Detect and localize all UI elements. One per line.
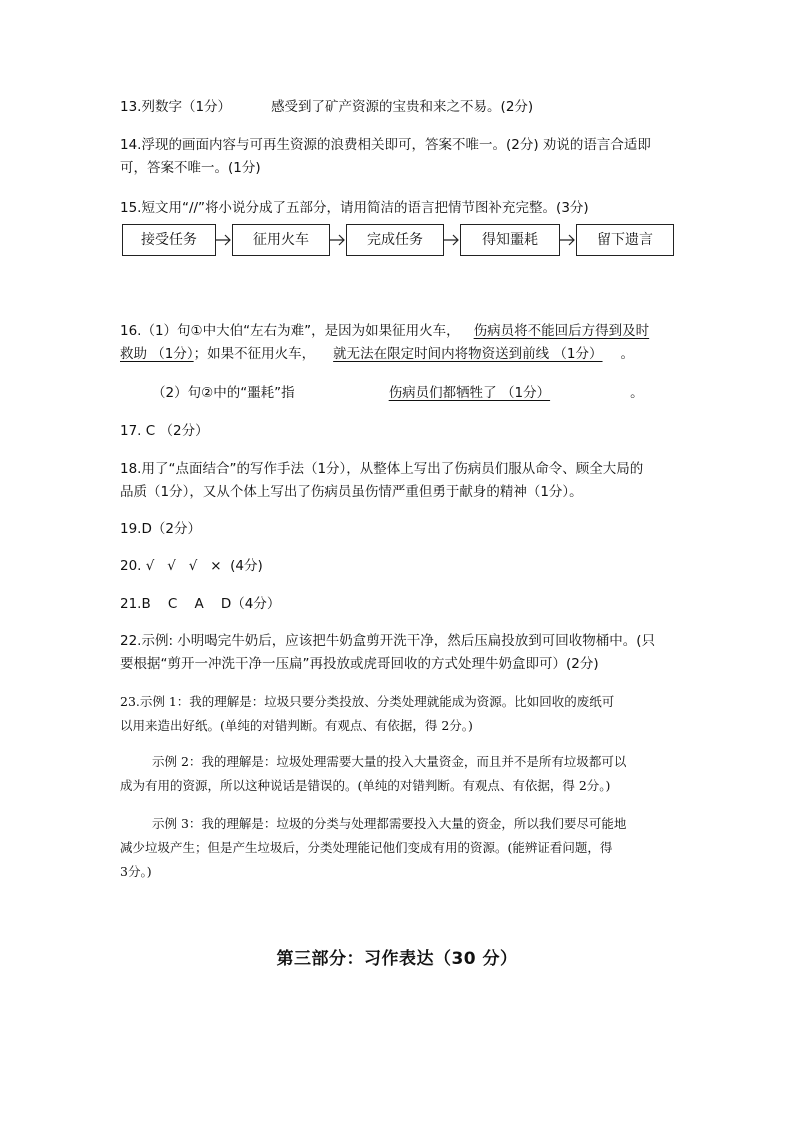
answer-16-mid: ；如果不征用火车，: [193, 346, 316, 362]
answer-22-line-1: 22.示例: 小明喝完牛奶后，应该把牛奶盒剪开洗干净，然后压扁投放到可回收物桶中。(只: [120, 633, 656, 649]
answer-16-blank-a: 伤病员将不能回后方得到及时: [473, 323, 650, 339]
answer-16-2-prefix: （2）句②中的“噩耗”指: [152, 385, 295, 401]
answer-23-ex3-line-2: 减少垃圾产生；但是产生垃圾后，分类处理能记他们变成有用的资源。(能辨证看问题，得: [120, 840, 613, 855]
flow-box-4: 得知噩耗: [460, 224, 560, 256]
answer-16-prefix: 16.（1）句①中大伯“左右为难”，是因为如果征用火车，: [120, 323, 460, 339]
answer-21: 21.B C A D（4分）: [120, 596, 281, 612]
flow-box-3: 完成任务: [346, 224, 444, 256]
answer-18-line-1: 18.用了“点面结合”的写作手法（1分），从整体上写出了伤病员们服从命令、顾全大局的: [120, 461, 644, 477]
answer-23-ex1-line-2: 以用来造出好纸。(单纯的对错判断。有观点、有依据，得 2分。): [120, 718, 473, 733]
arrow-right-icon: [444, 233, 460, 247]
flow-box-1: 接受任务: [122, 224, 216, 256]
answer-16-2-end: 。: [630, 385, 644, 401]
plot-flowchart: [122, 224, 678, 260]
answer-16-part-1: [120, 320, 680, 366]
answer-23-ex2-line-2: 成为有用的资源，所以这种说话是错误的。(单纯的对错判断。有观点、有依据，得 2分。): [120, 778, 611, 793]
answer-14-line-2: 可，答案不唯一。(1分): [120, 160, 261, 176]
answer-23-example-2: [120, 750, 680, 798]
answer-20: 20. √ √ √ × (4分): [120, 558, 263, 574]
answer-18: [120, 458, 680, 504]
flow-box-5: 留下遗言: [576, 224, 674, 256]
answer-22: [120, 630, 680, 676]
arrow-right-icon: [560, 233, 576, 247]
answer-15-prompt: 15.短文用“//”将小说分成了五部分，请用简洁的语言把情节图补充完整。(3分): [120, 200, 589, 216]
answer-19: 19.D（2分）: [120, 521, 201, 537]
answer-16-blank-b: 救助 （1分）: [120, 346, 194, 362]
answer-22-line-2: 要根据“剪开一冲洗干净一压扁”再投放或虎哥回收的方式处理牛奶盒即可）(2分): [120, 656, 599, 672]
answer-13-part-a: 13.列数字（1分）: [120, 99, 232, 115]
answer-13: [120, 96, 680, 119]
answer-23-example-3: [120, 812, 680, 884]
answer-13-part-b: 感受到了矿产资源的宝贵和来之不易。(2分): [271, 99, 534, 115]
answer-18-line-2: 品质（1分），又从个体上写出了伤病员虽伤情严重但勇于献身的精神（1分）。: [120, 484, 583, 500]
answer-17: 17. C （2分）: [120, 423, 209, 439]
answer-16-2-blank: 伤病员们都牺牲了 （1分）: [388, 385, 551, 401]
answer-16-blank-c: 就无法在限定时间内将物资送到前线 （1分）: [333, 346, 603, 362]
answer-23-ex3-line-1: 示例 3：我的理解是：垃圾的分类与处理都需要投入大量的资金，所以我们要尽可能地: [152, 816, 627, 831]
arrow-right-icon: [330, 233, 346, 247]
answer-23-ex1-line-1: 23.示例 1：我的理解是：垃圾只要分类投放、分类处理就能成为资源。比如回收的废纸可: [120, 694, 615, 709]
flow-box-2: 征用火车: [232, 224, 330, 256]
answer-14-line-1: 14.浮现的画面内容与可再生资源的浪费相关即可，答案不唯一。(2分) 劝说的语言合适即: [120, 137, 651, 153]
answer-16-part-2: [120, 382, 680, 405]
section-heading: 第三部分：习作表达（30 分）: [276, 949, 518, 969]
answer-23-example-1: [120, 690, 680, 738]
arrow-right-icon: [216, 233, 232, 247]
answer-23-ex2-line-1: 示例 2：我的理解是：垃圾处理需要大量的投入大量资金，而且并不是所有垃圾都可以: [152, 754, 627, 769]
answer-23-ex3-line-3: 3分。): [120, 864, 152, 879]
answer-14: [120, 134, 680, 180]
answer-16-end: 。: [620, 346, 635, 362]
